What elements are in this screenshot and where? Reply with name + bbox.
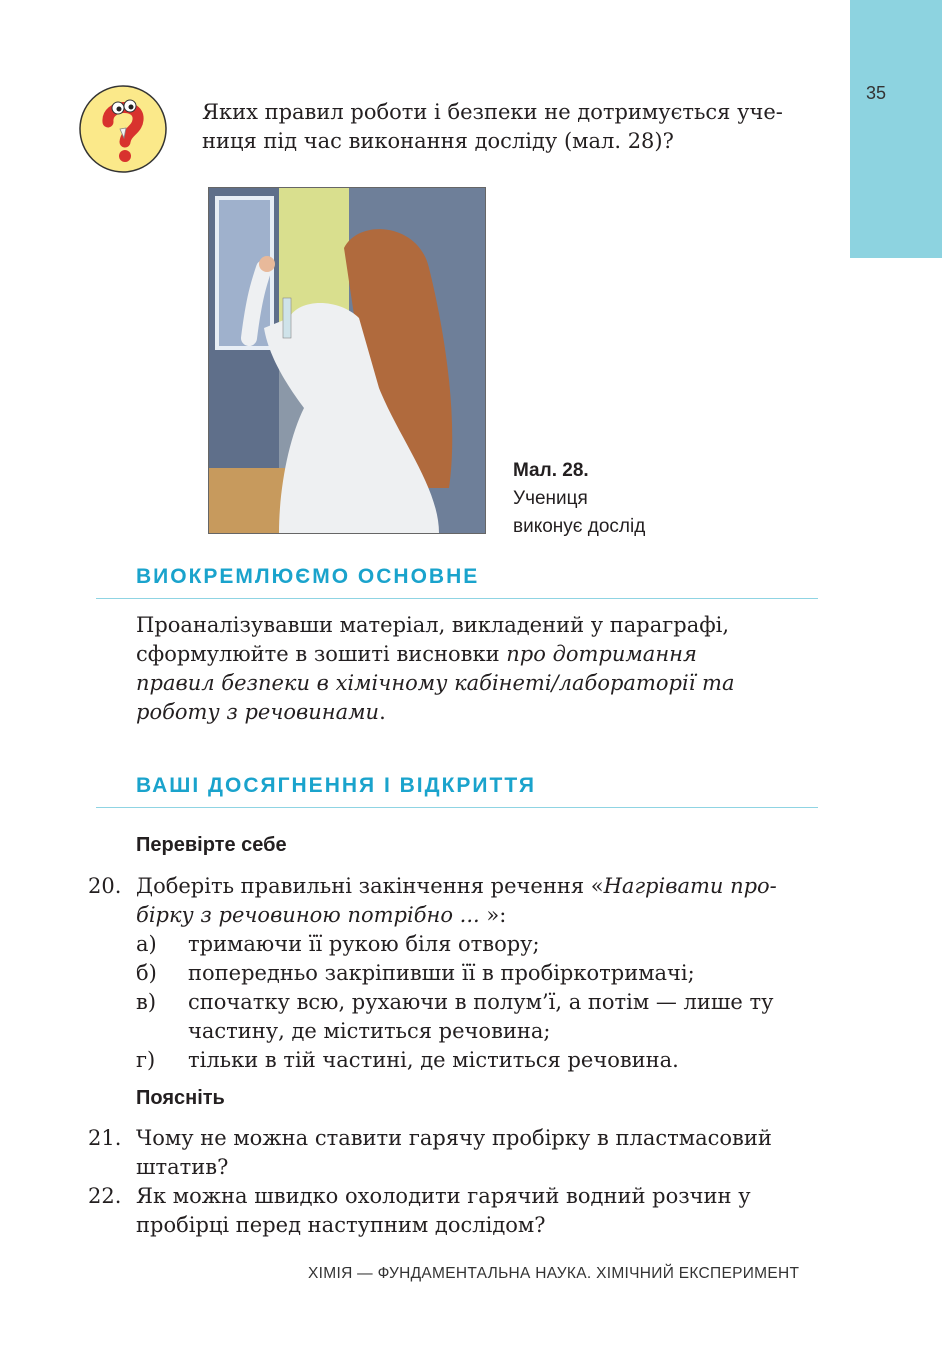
- task-number: 21.: [88, 1126, 122, 1150]
- task-21: [88, 1124, 833, 1182]
- option-text: спочатку всю, рухаючи в полум’ї, а потім — лише ту частину, де міститься речовина;: [188, 990, 774, 1043]
- section-divider: [96, 807, 818, 808]
- student-experiment-photo: [208, 187, 486, 534]
- figure-caption: [513, 457, 645, 541]
- list-item: [136, 1046, 833, 1075]
- option-letter: г): [136, 1048, 156, 1072]
- task-20: [88, 872, 833, 1075]
- section-title-achievements: ВАШІ ДОСЯГНЕННЯ І ВІДКРИТТЯ: [136, 774, 536, 797]
- subhead-explain: Поясніть: [136, 1087, 225, 1109]
- task-number: 20.: [88, 874, 122, 898]
- question-mark-icon: [78, 84, 168, 174]
- section-title-main-points: ВИОКРЕМЛЮЄМО ОСНОВНЕ: [136, 565, 480, 588]
- option-text: тримаючи її рукою біля отвору;: [188, 932, 540, 956]
- summary-line-4-end: .: [379, 700, 386, 724]
- task-20-prompt: [136, 872, 833, 930]
- question-text: [202, 98, 832, 156]
- task-number: 22.: [88, 1184, 122, 1208]
- list-item: [136, 959, 833, 988]
- summary-line-3: правил безпеки в хімічному кабінеті/лабораторії та: [136, 671, 735, 695]
- subhead-check-yourself: Перевірте себе: [136, 834, 287, 856]
- question-line-2: ниця під час виконання досліду (мал. 28)?: [202, 129, 674, 153]
- list-item: [136, 988, 833, 1046]
- task-20-line-2-end: »:: [479, 903, 507, 927]
- option-letter: а): [136, 932, 157, 956]
- task-20-line-2-italic: бірку з речовиною потрібно ...: [136, 903, 480, 927]
- option-text: попередньо закріпивши її в пробіркотримачі;: [188, 961, 695, 985]
- summary-line-2-italic: про дотримання: [506, 642, 697, 666]
- page-tab: [850, 0, 942, 258]
- summary-line-1: Проаналізувавши матеріал, викладений у параграфі,: [136, 613, 730, 637]
- task-22: [88, 1182, 833, 1240]
- section-divider: [96, 598, 818, 599]
- figure-label: Мал. 28.: [513, 460, 589, 481]
- option-letter: в): [136, 990, 157, 1014]
- task-22-text: Як можна швидко охолодити гарячий водний розчин у пробірці перед наступним дослідом?: [136, 1184, 751, 1237]
- summary-line-4: роботу з речовинами: [136, 700, 380, 724]
- summary-paragraph: [136, 611, 836, 727]
- summary-line-2: сформулюйте в зошиті висновки: [136, 642, 507, 666]
- task-20-line-1-italic: Нагрівати про-: [603, 874, 777, 898]
- answer-options: [136, 930, 833, 1075]
- figure-caption-line-1: Учениця: [513, 488, 588, 509]
- running-footer: ХІМІЯ — ФУНДАМЕНТАЛЬНА НАУКА. ХІМІЧНИЙ ЕКСПЕРИМЕНТ: [308, 1265, 800, 1282]
- figure-caption-line-2: виконує дослід: [513, 516, 646, 537]
- page-number: 35: [866, 83, 887, 103]
- question-line-1: Яких правил роботи і безпеки не дотримується уче-: [202, 100, 783, 124]
- list-item: [136, 930, 833, 959]
- task-20-line-1: Доберіть правильні закінчення речення «: [136, 874, 604, 898]
- task-21-text: Чому не можна ставити гарячу пробірку в пластмасовий штатив?: [136, 1126, 772, 1179]
- option-text: тільки в тій частині, де міститься речовина.: [188, 1048, 679, 1072]
- option-letter: б): [136, 961, 157, 985]
